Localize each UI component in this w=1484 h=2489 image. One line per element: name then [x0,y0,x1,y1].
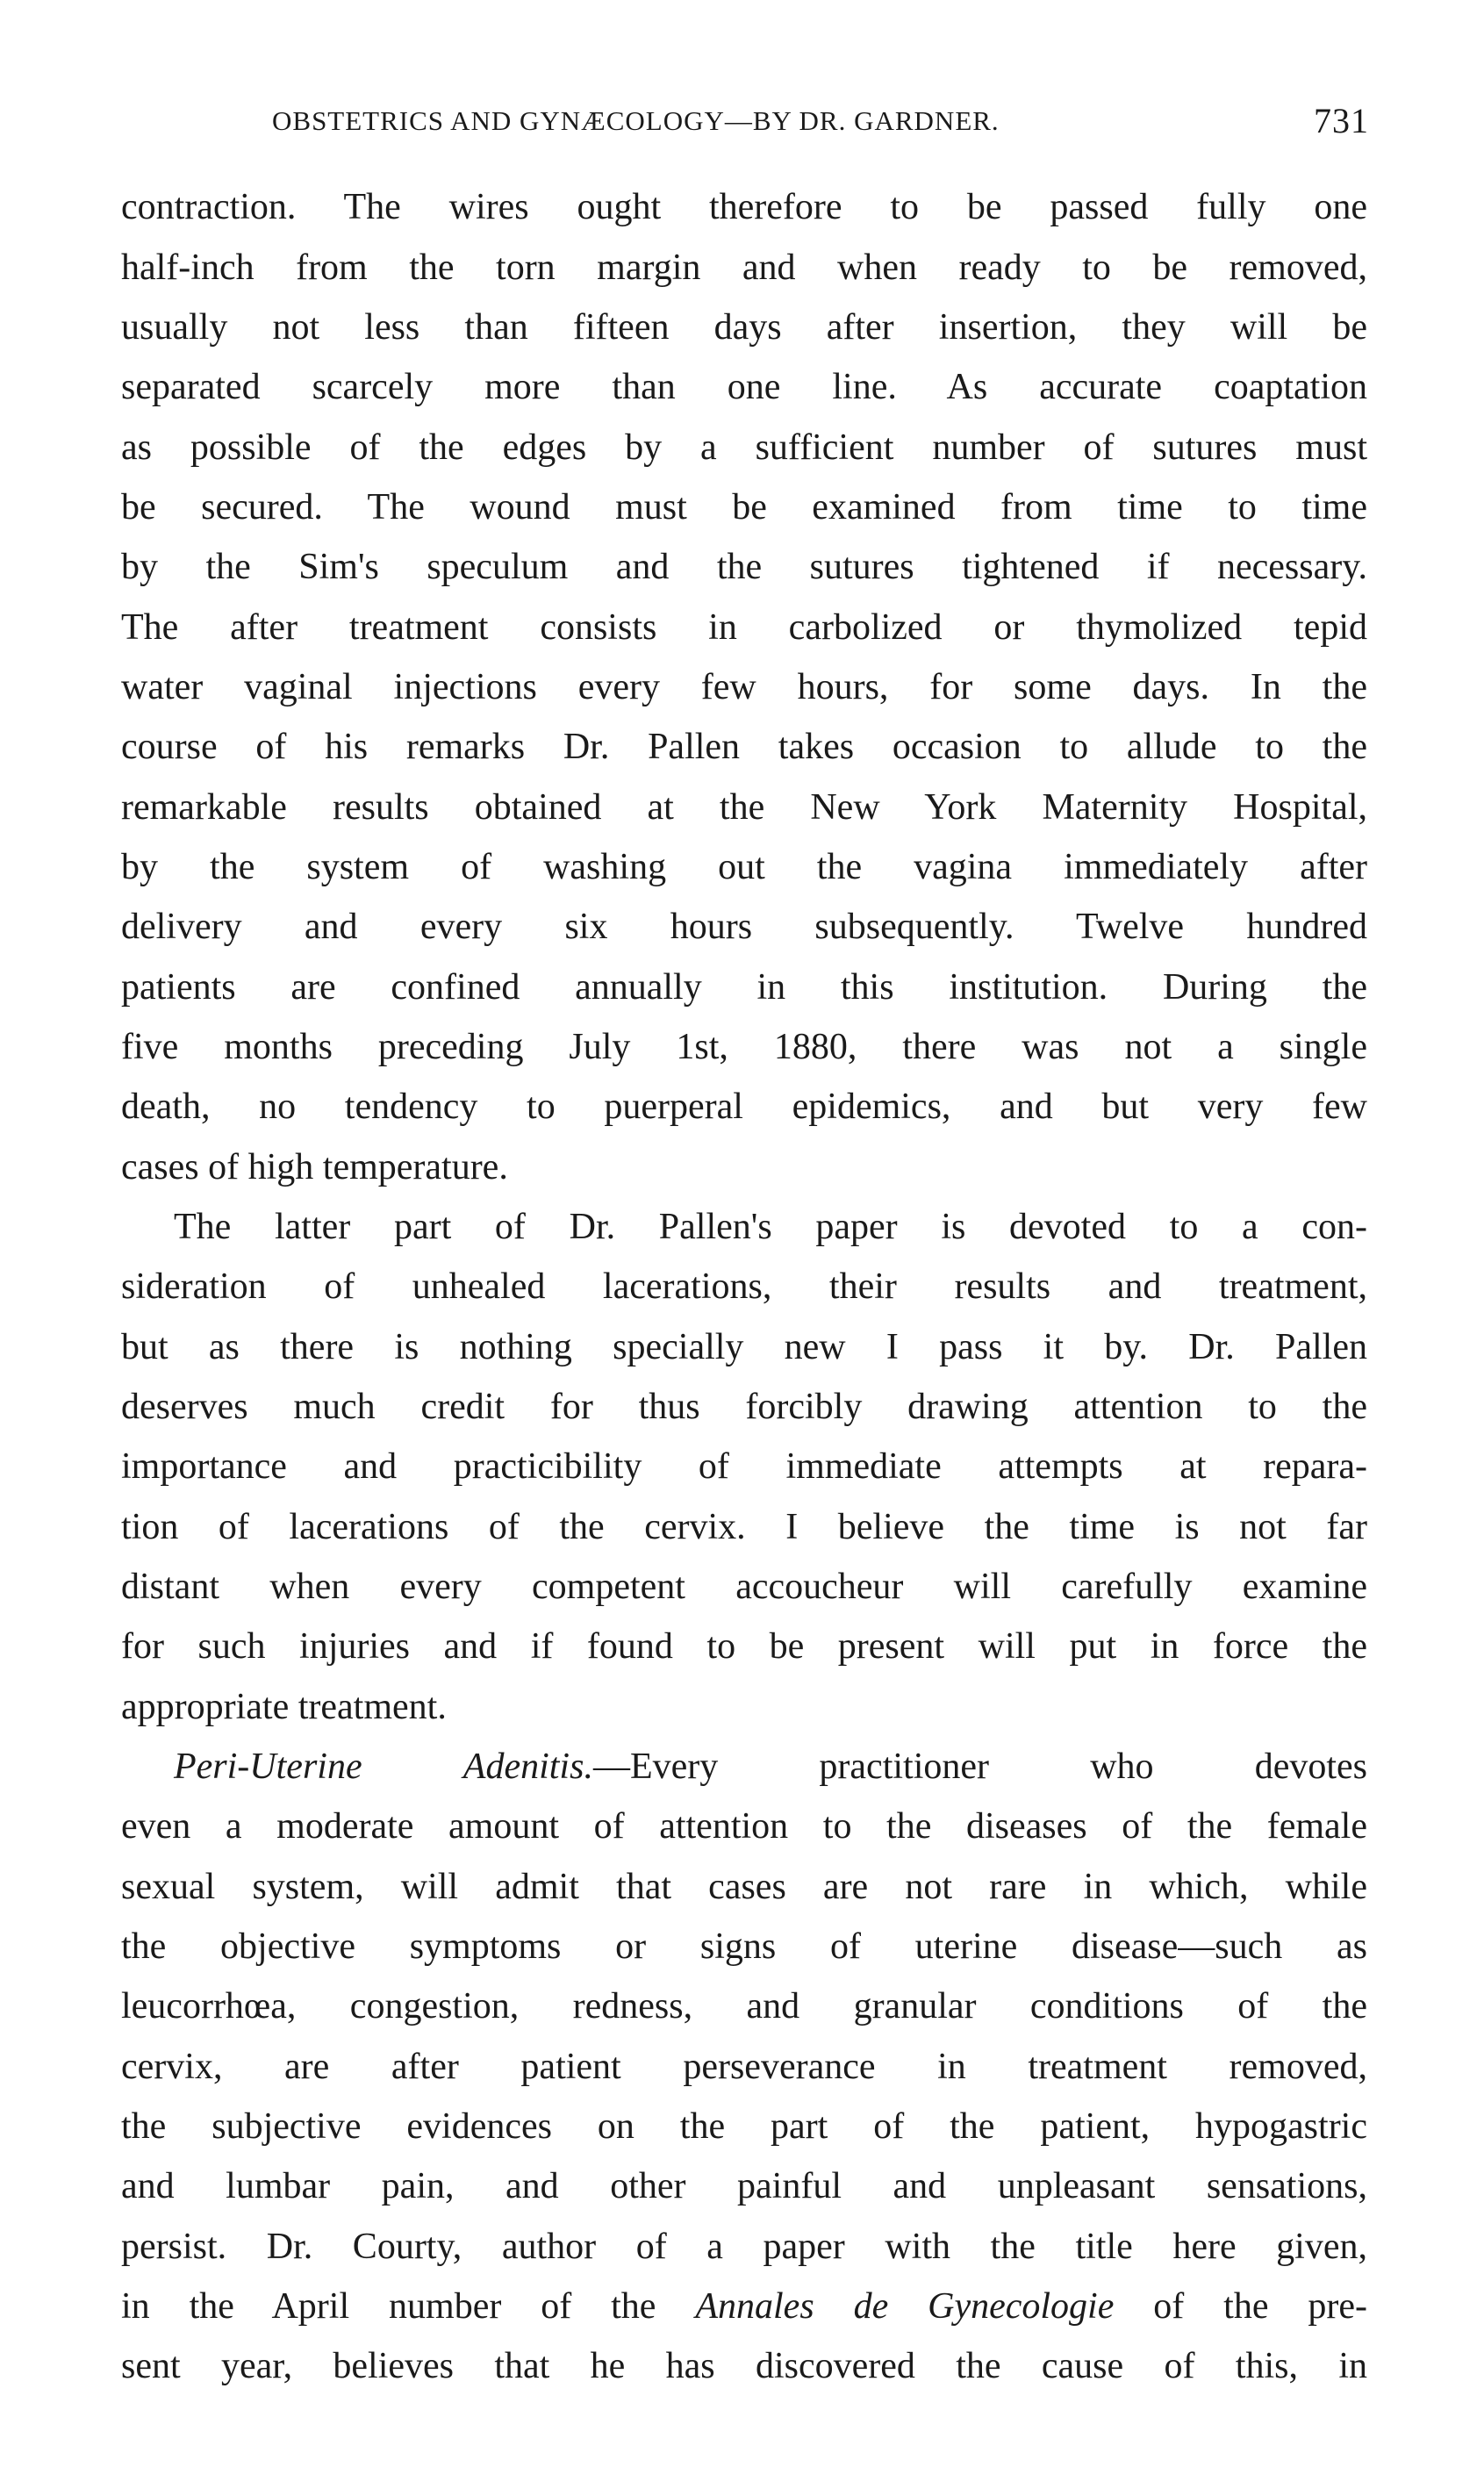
text-span: of the pre- [1153,2286,1367,2327]
text-line: cases of high temperature. [121,1147,508,1187]
text-line: appropriate treatment. [121,1687,447,1727]
text-line: sent year, believes that he has discovered the cause of this, in [121,2346,1367,2386]
section-heading: Adenitis. [462,1747,593,1787]
text-line: for such injuries and if found to be present will put in force the [121,1626,1367,1667]
section-heading: Peri-Uterine [174,1747,362,1787]
text-line: contraction. The wires ought therefore to be passed fully one [121,187,1367,227]
text-line: sideration of unhealed lacerations, their results and treatment, [121,1266,1367,1307]
journal-title: Annales de Gynecologie [695,2286,1115,2327]
text-line: tion of lacerations of the cervix. I believe the time is not far [121,1507,1367,1547]
text-line: and lumbar pain, and other painful and unpleasant sensations, [121,2166,1367,2206]
text-line: as possible of the edges by a sufficient number of sutures must [121,427,1367,468]
text-line: importance and practicibility of immediate attempts at repara- [121,1446,1367,1487]
running-title: OBSTETRICS AND GYNÆCOLOGY—BY DR. GARDNER. [272,105,1000,136]
text-line: the objective symptoms or signs of uterine disease—such as [121,1926,1367,1967]
text-line: deserves much credit for thus forcibly drawing attention to the [121,1387,1367,1427]
text-line: leucorrhœa, congestion, redness, and granular conditions of the [121,1986,1367,2026]
text-line: even a moderate amount of attention to the diseases of the female [121,1806,1367,1847]
text-line: by the Sim's speculum and the sutures tightened if necessary. [121,547,1367,587]
text-line: The after treatment consists in carbolized or thymolized tepid [121,607,1367,648]
text-span: in the April number of the [121,2286,656,2327]
text-line: distant when every competent accoucheur will carefully examine [121,1567,1367,1607]
text-line: by the system of washing out the vagina immediately after [121,847,1367,887]
text-line: separated scarcely more than one line. As accurate coaptation [121,367,1367,407]
text-line [121,2280,1367,2333]
text-line: usually not less than fifteen days after insertion, they will be [121,307,1367,348]
text-line: course of his remarks Dr. Pallen takes occasion to allude to the [121,727,1367,767]
text-line: water vaginal injections every few hours, for some days. In the [121,667,1367,707]
page-number: 731 [1314,101,1369,140]
text-line: death, no tendency to puerperal epidemics, and but very few [121,1087,1367,1127]
text-line: persist. Dr. Courty, author of a paper with the title here given, [121,2227,1367,2267]
running-head [272,95,1369,147]
text-line: patients are confined annually in this institution. During the [121,967,1367,1008]
section-heading-line [174,1740,1367,1793]
text-line: but as there is nothing specially new I pass it by. Dr. Pallen [121,1327,1367,1367]
text-line: sexual system, will admit that cases are not rare in which, while [121,1867,1367,1907]
text-line: be secured. The wound must be examined from time to time [121,487,1367,527]
text-line: delivery and every six hours subsequently. Twelve hundred [121,907,1367,947]
text-line: cervix, are after patient perseverance in treatment removed, [121,2047,1367,2087]
text-line: the subjective evidences on the part of the patient, hypogastric [121,2106,1367,2147]
text-line: The latter part of Dr. Pallen's paper is devoted to a con- [174,1207,1367,1247]
text-line: remarkable results obtained at the New York Maternity Hospital, [121,787,1367,828]
text-line: five months preceding July 1st, 1880, there was not a single [121,1027,1367,1067]
text-span: —Every practitioner who devotes [592,1747,1368,1787]
text-line: half-inch from the torn margin and when ready to be removed, [121,247,1367,288]
